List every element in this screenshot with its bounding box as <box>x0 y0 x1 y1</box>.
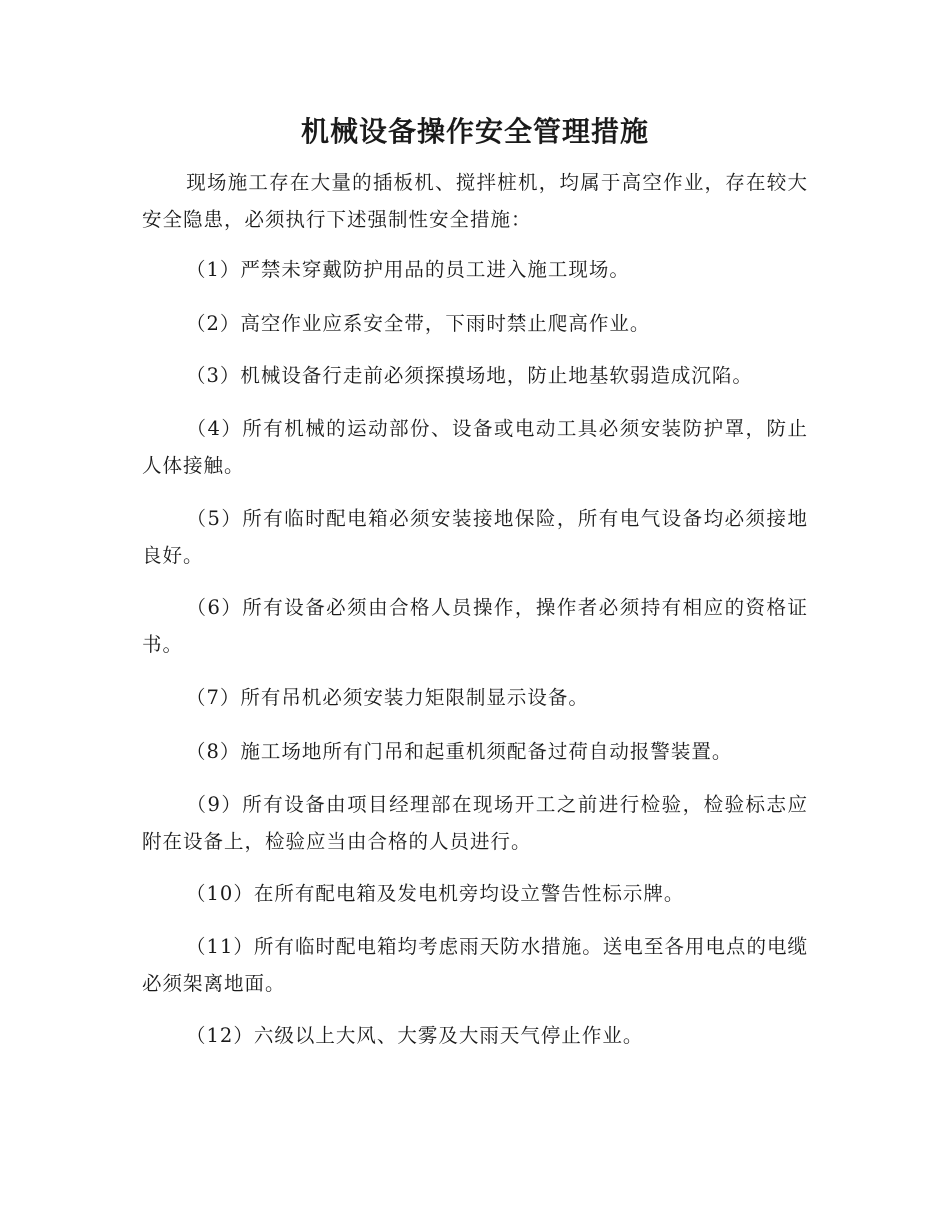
measure-item-9 <box>142 787 808 860</box>
measure-text: （6）所有设备必须由合格人员操作，操作者必须持有相应的资格证书。 <box>142 596 808 656</box>
measure-item-6 <box>142 590 808 663</box>
intro-text: 现场施工存在大量的插板机、搅拌桩机，均属于高空作业，存在较大安全隐患，必须执行下述强制性安全措施： <box>142 171 808 231</box>
measure-item-11 <box>142 929 808 1002</box>
measure-item-4 <box>142 411 808 484</box>
measure-text: （2）高空作业应系安全带，下雨时禁止爬高作业。 <box>186 312 651 335</box>
measure-text: （5）所有临时配电箱必须安装接地保险，所有电气设备均必须接地良好。 <box>142 507 808 567</box>
measure-text: （10）在所有配电箱及发电机旁均设立警告性标示牌。 <box>186 882 685 905</box>
intro-paragraph <box>142 165 808 238</box>
measure-text: （11）所有临时配电箱均考虑雨天防水措施。送电至各用电点的电缆必须架离地面。 <box>142 935 808 995</box>
measure-text: （7）所有吊机必须安装力矩限制显示设备。 <box>186 686 589 709</box>
measure-item-12 <box>142 1018 808 1055</box>
measure-item-2 <box>142 306 808 343</box>
measure-text: （4）所有机械的运动部份、设备或电动工具必须安装防护罩，防止人体接触。 <box>142 417 808 477</box>
measure-text: （9）所有设备由项目经理部在现场开工之前进行检验，检验标志应附在设备上，检验应当由合格的人员进行。 <box>142 793 808 853</box>
measure-item-1 <box>142 252 808 289</box>
measure-text: （1）严禁未穿戴防护用品的员工进入施工现场。 <box>186 258 630 281</box>
measure-text: （12）六级以上大风、大雾及大雨天气停止作业。 <box>186 1024 644 1047</box>
document-title: 机械设备操作安全管理措施 <box>300 115 649 148</box>
measure-item-5 <box>142 501 808 574</box>
measure-item-3 <box>142 358 808 395</box>
measure-item-7 <box>142 680 808 717</box>
measure-text: （8）施工场地所有门吊和起重机须配备过荷自动报警装置。 <box>186 740 733 763</box>
measure-item-10 <box>142 876 808 913</box>
measure-text: （3）机械设备行走前必须探摸场地，防止地基软弱造成沉陷。 <box>186 364 753 387</box>
measure-item-8 <box>142 734 808 771</box>
